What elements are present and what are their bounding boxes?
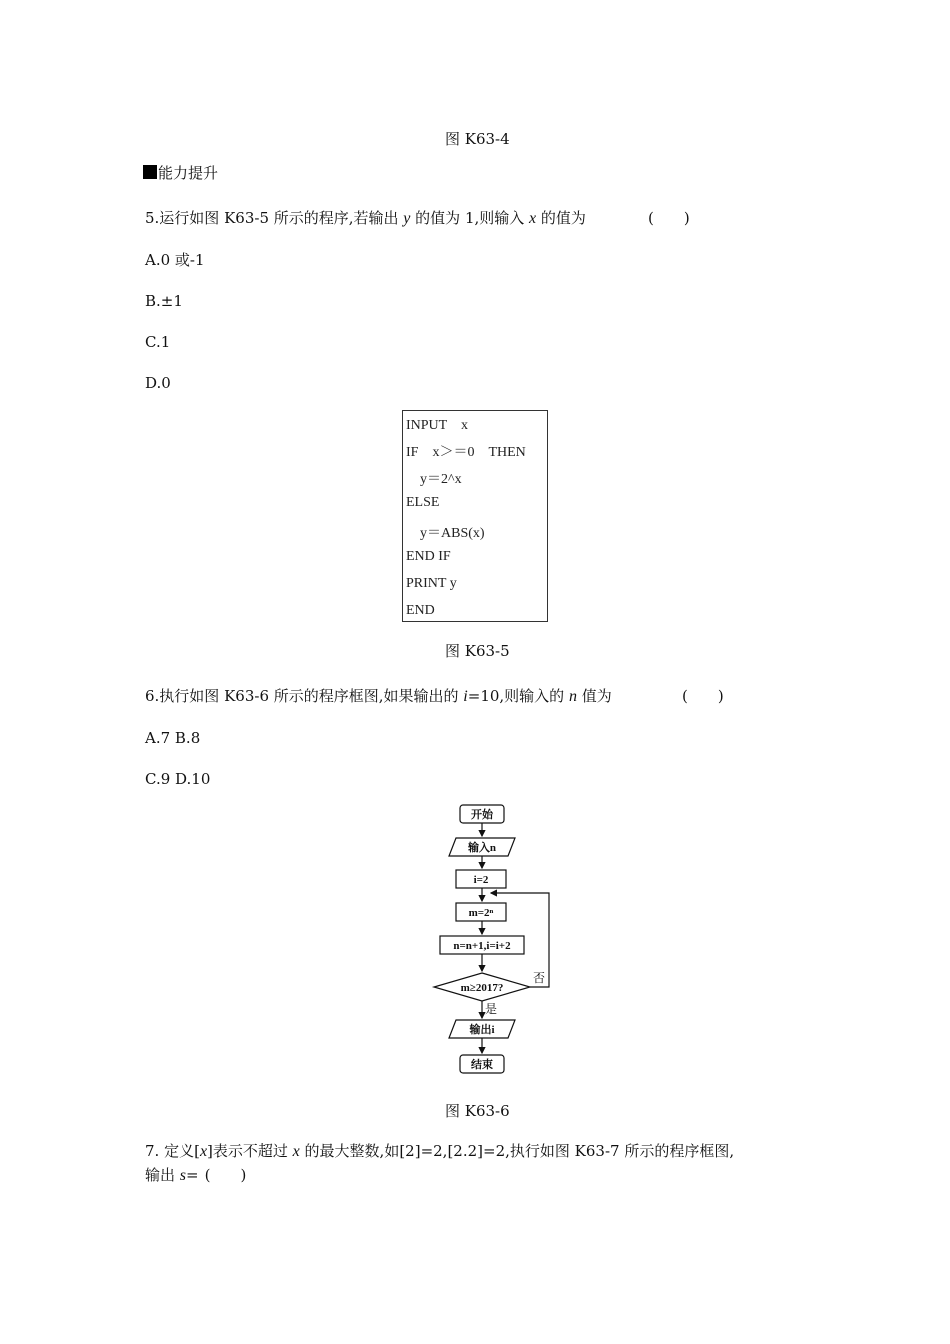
question-7-line-1 [145, 1141, 734, 1162]
q5-answer-paren: ( ) [648, 209, 690, 227]
figure-caption-k63-4: 图 K63-4 [445, 130, 510, 148]
q7-answer-paren: ( ) [204, 1166, 247, 1184]
flow-no-label: 否 [532, 971, 546, 985]
q6-stem-part: =10,则输入的 [467, 687, 569, 705]
q6-var-i: i [463, 688, 468, 705]
flow-output-label: 输出i [469, 1024, 495, 1036]
flow-start-label: 开始 [471, 809, 493, 821]
code-line: y＝2^x [406, 472, 462, 487]
code-line: END IF [406, 549, 451, 564]
q7-text-part: ]表示不超过 [207, 1142, 293, 1160]
code-line: END [406, 603, 435, 618]
q5-stem-part: 的值为 1,则输入 [410, 209, 530, 227]
q7-var-x: x [292, 1143, 300, 1160]
code-line: y＝ABS(x) [406, 526, 485, 541]
flow-yes-label: 是 [484, 1002, 498, 1016]
q5-option-a: A.0 或-1 [145, 251, 205, 269]
q5-option-c: C.1 [145, 333, 171, 351]
q6-options-row-2: C.9 D.10 [145, 770, 211, 788]
q7-text-part: = [186, 1166, 199, 1184]
q6-stem-part: 值为 [576, 687, 612, 705]
flow-update-label: n=n+1,i=i+2 [453, 940, 511, 952]
q5-option-b: B.±1 [145, 292, 183, 310]
flow-assign-label: m=2ⁿ [468, 907, 494, 919]
q6-answer-paren: ( ) [682, 687, 724, 705]
flow-init-label: i=2 [473, 874, 489, 886]
q6-var-n: n [568, 688, 577, 705]
flow-end-label: 结束 [471, 1059, 493, 1071]
code-line: IF x＞＝0 THEN [406, 445, 526, 460]
q5-var-x: x [529, 210, 537, 227]
code-line: INPUT x [406, 418, 468, 433]
q7-var-x: x [199, 1143, 208, 1160]
flow-decision-label: m≥2017? [460, 982, 504, 994]
q7-text-part: 的最大整数,如[2]=2,[2.2]=2,执行如图 K63-7 所示的程序框图, [299, 1142, 735, 1160]
code-line: ELSE [406, 495, 440, 510]
q6-options-row-1: A.7 B.8 [145, 729, 201, 747]
flow-input-label: 输入n [467, 842, 497, 854]
q7-text-part: 输出 [145, 1166, 180, 1184]
q5-option-d: D.0 [145, 374, 171, 392]
q6-stem-part: 6.执行如图 K63-6 所示的程序框图,如果输出的 [145, 687, 464, 705]
figure-caption-k63-5: 图 K63-5 [445, 642, 510, 660]
question-7-line-2 [145, 1165, 246, 1186]
q5-var-y: y [403, 210, 411, 227]
q5-stem-part: 的值为 [536, 209, 586, 227]
q5-stem-part: 5.运行如图 K63-5 所示的程序,若输出 [145, 209, 404, 227]
figure-caption-k63-6: 图 K63-6 [445, 1102, 510, 1120]
q7-text-part: 7. 定义[ [145, 1142, 200, 1160]
section-title: 能力提升 [158, 164, 219, 182]
code-line: PRINT y [406, 576, 457, 591]
q7-var-s: s [179, 1167, 187, 1184]
